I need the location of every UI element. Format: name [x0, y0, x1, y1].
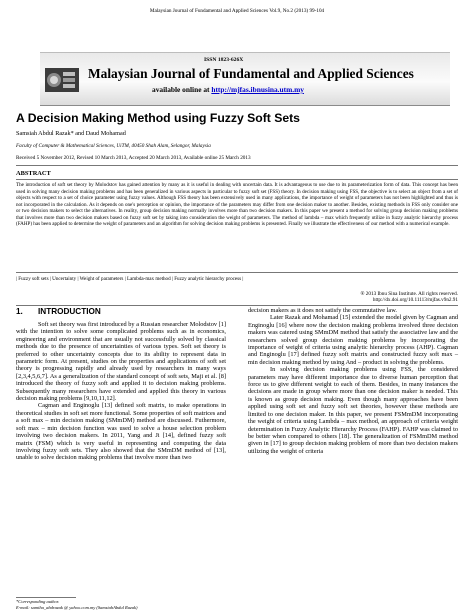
journal-logo [44, 66, 80, 94]
affiliation: Faculty of Computer & Mathematical Sciences, UiTM, 40450 Shah Alam, Selangor, Malaysia [16, 143, 211, 149]
section-title: INTRODUCTION [38, 307, 101, 316]
footnote [16, 599, 138, 610]
running-head: Malaysian Journal of Fundamental and Applied Sciences Vol.9, No.2 (2013) 99-104 [149, 8, 325, 14]
journal-url-link[interactable]: http://mjfas.ibnusina.utm.my [211, 85, 304, 94]
article-title: A Decision Making Method using Fuzzy Soft Sets [16, 111, 300, 125]
footnote-rule [16, 597, 76, 598]
abstract-top-rule [16, 165, 458, 166]
abstract-heading-rule [16, 179, 458, 180]
copyright-block [361, 291, 458, 304]
received-dates: Received 5 November 2012, Revised 10 March 2013, Accepted 20 March 2013, Available online 25 March 2013 [16, 155, 251, 161]
abstract-heading: ABSTRACT [16, 170, 51, 177]
online-prefix: available online at [152, 85, 212, 94]
section-number: 1. [16, 307, 23, 316]
right-column [248, 307, 458, 455]
intro-paragraph: In solving decision making problems using FSS, the considered parameters may have different importance due to diverse human perception that force us to give different weight to each of them. Besides, in many instances the decisions are made in group where more than one decision maker is needed. This is known as group decision making. Even though many approaches have been applied using soft set and fuzzy soft set theories, however these methods are limited to one decision maker. In this paper, we present FSMmDM incorporating the weight of criteria using Lambda – max method, an approach of criteria weight determination in Fuzzy Analytic Hierarchy Process (FAHP). FAHP was claimed to be better when compared to others [18]. The generalization of FSMmDM method given in [17] to group decision making problem of more than two decision makers utilizing the weight of criteria [248, 366, 458, 455]
copyright-line: ® 2013 Ibnu Sina Institute. All rights reserved. [360, 291, 458, 297]
journal-name: Malaysian Journal of Fundamental and Applied Sciences [88, 66, 414, 81]
authors: Samsiah Abdul Razak* and Daud Mohamad [16, 130, 126, 137]
section-heading [16, 307, 226, 317]
intro-paragraph: Later Razak and Mohamad [15] extended the model given by Cagman and Enginoglu [16] where now the decision making problems involved three decision makers was catered using SMmDM method that satisfy the associative law and the researchers solved group decision making problems by incorporating the importance of weight of criteria using analytic hierarchy process (AHP). Cagman and Enginoglu [17] defined fuzzy soft matrix and constructed fuzzy soft max – min decision making method by using And – product in solving the problems. [248, 314, 458, 366]
doi-link[interactable]: http://dx.doi.org/10.11113/mjfas.v9n2.91 [372, 297, 458, 304]
intro-paragraph: Cagman and Enginoglu [13] defined soft matrix, to make operations in theoretical studies in soft set more functional. Some properties of soft matrices and a soft max – min decision making (SMmDM) method are discussed. Futhermore, soft max – min decision function was used to solve a house selection problem involving two decision makers. In 2011, Yang and Ji [14], defined fuzzy soft matrix (FSM) which is very useful in representing and computing the data involving fuzzy soft sets. They also showed that the SMmDM method of [13], unable to solve decision making problems that involve more than two [16, 402, 226, 462]
corresponding-author-email: E-mail: samiha_abdrazak @ yahoo.com.my (SamsiahAbdul Razak) [16, 604, 138, 610]
keywords-top-rule [16, 272, 458, 273]
body-top-rule [16, 305, 458, 306]
intro-paragraph-continued: decision makers as it does not satisfy the commutative law. [248, 307, 397, 314]
abstract-text: The introduction of soft set theory by Molodstov has gained attention by many as it is useful in dealing with uncertain data. It is advantageous to use due to its parameterization form of data. This concept has been used in solving many decision making problems and has been generalized in various aspects in particular to fuzzy soft set (FSS) theory. In decision making using FSS, the objective is to select an object from a set of objects with respect to a set of choice parameter using fuzzy values. Although FSS theory has been extensively used in many applications, the importance of weight of parameters has not been highlighted and thus is not incorporated in the calculation. As it depends on one's perception or opinion, the importance of the parameters may differ from one decision maker to another. Besides, existing methods in FSS only consider one or two decision makers to select the alternatives. In reality, group decision making normally involves more than two decision makers. In this paper we present a method for solving group decision making problems that involves more than two decision makers based on fuzzy soft set by taking into consideration the weight of parameters. The method of lambda – max which frequently utilize in fuzzy analytic hierarchy process (FAHP) has been applied to determine the weight of parameters and an algorithm for solving decision making problems is presented. Finally we illustrate the effectiveness of our method with a numerical example. [16, 182, 458, 228]
keywords: | Fuzzy soft sets | Uncertainty | Weight of parameters | Lambda-max method | Fuzzy analytic hierarchy process | [16, 276, 244, 282]
intro-paragraph: Soft set theory was first introduced by a Russian researcher Molodstov [1] with the intention to solve some complicated problems such as in economics, engineering and environment that are usually not successfully solved by classical methods due to the presence of uncertainties of various types. Soft set theory is preferred to other uncertainty concepts due to its ability to represent data in parametric form. At present, studies on the properties and applications of soft set theory is progressing rapidly and already used by researchers in many ways [2,3,4,5,6,7]. As a generalization of the standard concept of soft sets, Maji et al. [8] introduced the theory of fuzzy soft and applied it to decision making problems. Subsequently many researchers have extended and applied this theory in various decision making problems [9,10,11,12]. [16, 321, 226, 403]
issn: ISSN 1823-626X [204, 57, 244, 63]
online-availability [152, 85, 304, 94]
left-column [16, 307, 226, 462]
corresponding-author-label: *Corresponding author. [16, 599, 60, 604]
